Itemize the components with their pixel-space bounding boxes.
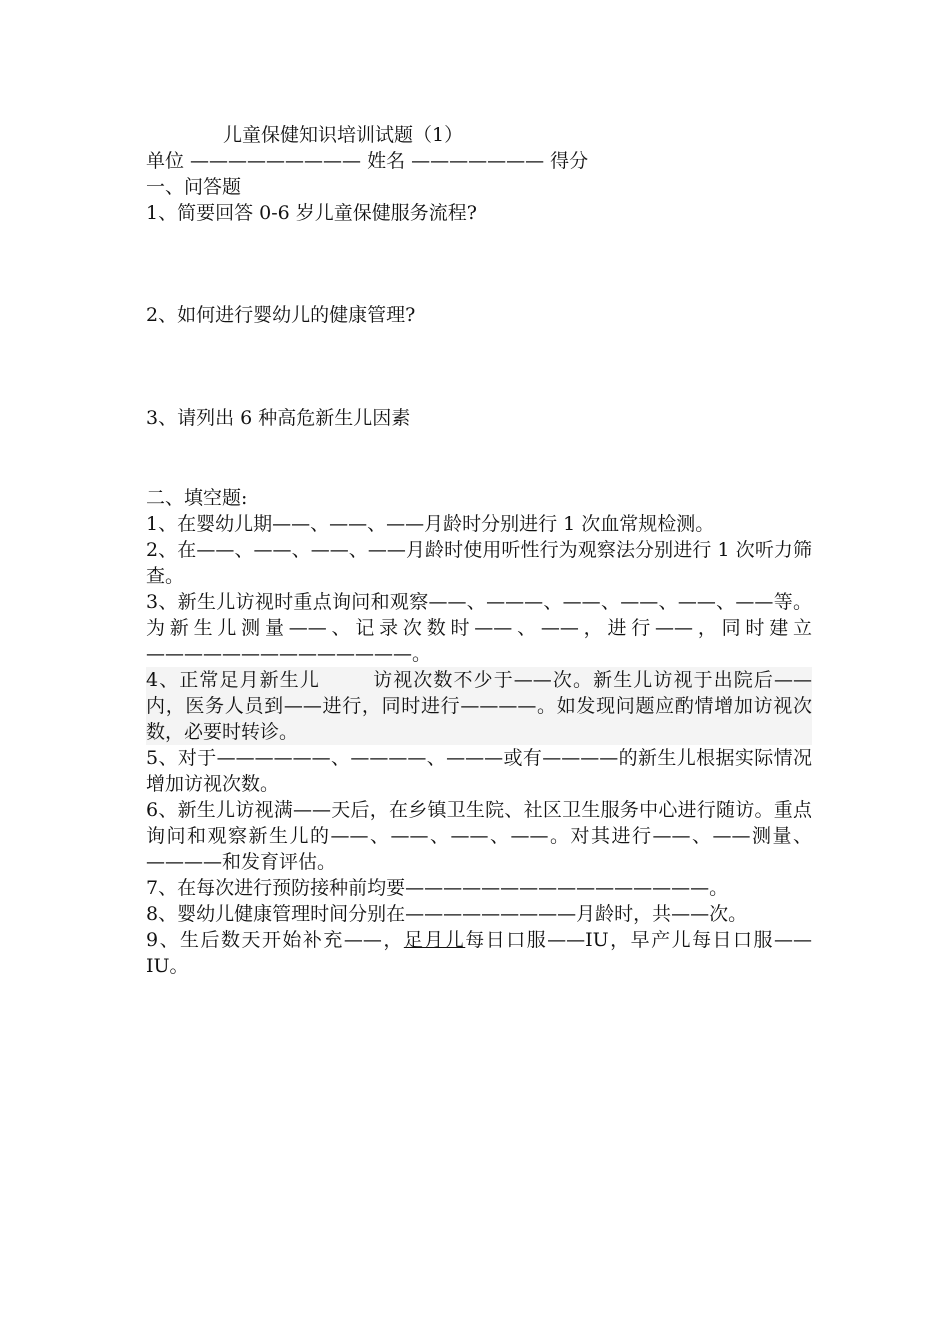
info-line: 单位 ————————— 姓名 ——————— 得分	[146, 150, 589, 172]
fill-item-4-part-a: 4、正常足月新生儿	[146, 669, 320, 691]
question-1: 1、简要回答 0-6 岁儿童保健服务流程?	[146, 202, 477, 224]
fill-item-4	[146, 667, 812, 745]
fill-item-9-part-a: 9、生后数天开始补充——，	[146, 929, 404, 951]
fill-item-2: 2、在——、——、——、——月龄时使用听性行为观察法分别进行 1 次听力筛查。	[146, 539, 812, 587]
answer-space-3	[146, 431, 812, 485]
fill-item-6: 6、新生儿访视满——天后，在乡镇卫生院、社区卫生服务中心进行随访。重点询问和观察新生儿的——、——、——、——。对其进行——、——测量、————和发育评估。	[146, 799, 812, 873]
answer-space-1	[146, 226, 812, 302]
fill-item-5: 5、对于——————、————、———或有————的新生儿根据实际情况增加访视次数。	[146, 747, 812, 795]
fill-item-9-underlined: 足月儿	[403, 929, 466, 951]
fill-item-1: 1、在婴幼儿期——、——、——月龄时分别进行 1 次血常规检测。	[146, 513, 715, 535]
fill-item-7: 7、在每次进行预防接种前均要————————————————。	[146, 877, 729, 899]
answer-space-2	[146, 328, 812, 405]
section-1-heading: 一、问答题	[146, 176, 242, 198]
document-title: 儿童保健知识培训试题（1）	[223, 124, 464, 146]
document-page	[146, 122, 812, 979]
question-2: 2、如何进行婴幼儿的健康管理?	[146, 304, 416, 326]
fill-item-9	[146, 927, 812, 979]
section-2-heading: 二、填空题:	[146, 487, 248, 509]
fill-item-3: 3、新生儿访视时重点询问和观察——、———、——、——、——、——等。为新生儿测量——、记录次数时——、——，进行——，同时建立——————————————。	[146, 591, 812, 665]
fill-item-9-part-b: 每日口服——IU，早产儿每日口服——IU。	[146, 929, 812, 977]
fill-item-8: 8、婴幼儿健康管理时间分别在—————————月龄时，共——次。	[146, 903, 748, 925]
question-3: 3、请列出 6 种高危新生儿因素	[146, 407, 411, 429]
fill-item-4-part-b: 访视次数不少于——次。新生儿访视于出院后——内，医务人员到——进行，同时进行————。如发现问题应酌情增加访视次数，必要时转诊。	[146, 669, 812, 743]
